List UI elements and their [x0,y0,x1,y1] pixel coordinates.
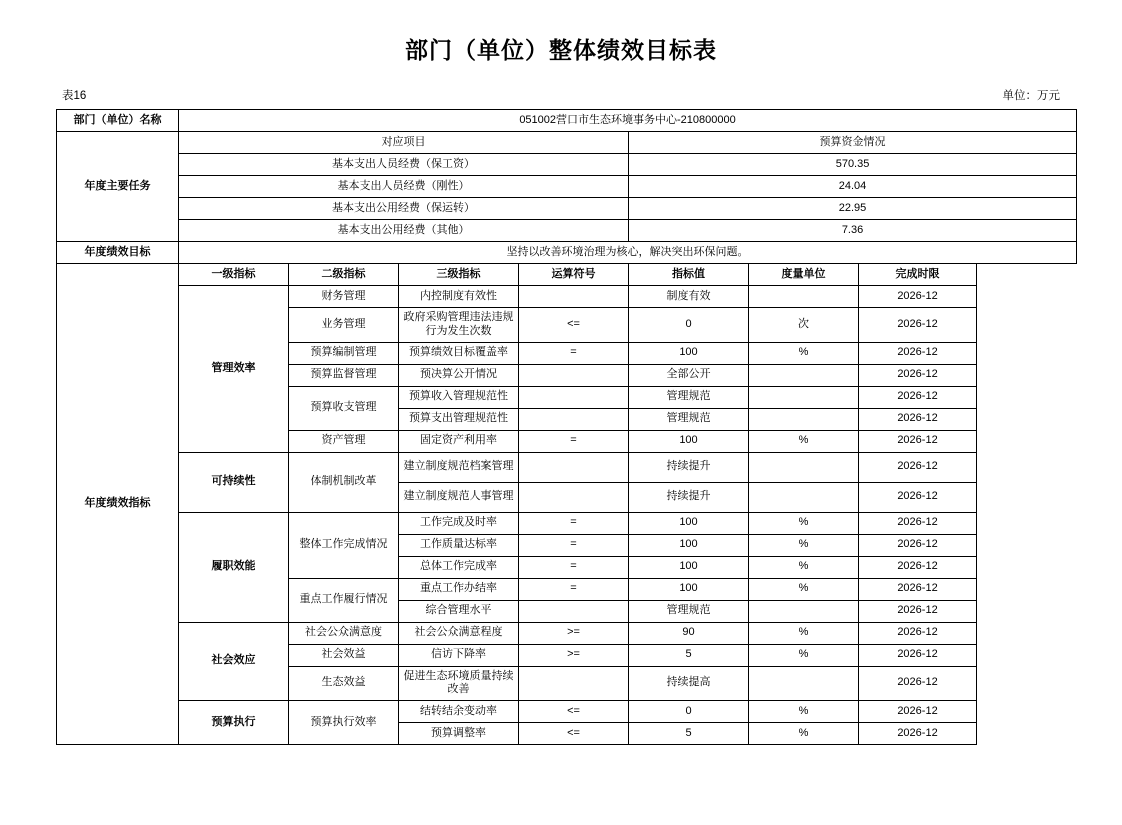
indicator-value: 管理规范 [629,408,749,430]
indicator-unit [749,408,859,430]
indicator-level1: 管理效率 [179,286,289,453]
indicator-level1: 预算执行 [179,701,289,745]
dept-name-label: 部门（单位）名称 [57,110,179,132]
indicator-deadline: 2026-12 [859,408,977,430]
main-task-label: 年度主要任务 [57,132,179,242]
indicator-unit: % [749,534,859,556]
indicator-operator [519,386,629,408]
task-amount: 22.95 [629,198,1077,220]
indicator-unit: % [749,430,859,452]
task-name: 基本支出人员经费（刚性） [179,176,629,198]
indicator-value: 5 [629,723,749,745]
indicator-value: 持续提高 [629,666,749,701]
indicator-unit: % [749,512,859,534]
indicator-level2: 社会效益 [289,644,399,666]
indicator-deadline: 2026-12 [859,342,977,364]
indicator-unit [749,364,859,386]
page-title: 部门（单位）整体绩效目标表 [405,38,717,64]
indicator-level2: 整体工作完成情况 [289,512,399,578]
indicator-unit [749,666,859,701]
indicator-level3: 预算支出管理规范性 [399,408,519,430]
dept-name-value: 051002营口市生态环境事务中心-210800000 [179,110,1077,132]
task-name: 基本支出公用经费（保运转） [179,198,629,220]
indicator-value: 制度有效 [629,286,749,308]
indicator-level2: 预算执行效率 [289,701,399,745]
indicator-deadline: 2026-12 [859,452,977,482]
indicator-deadline: 2026-12 [859,534,977,556]
performance-target-table [56,109,1077,745]
table-row [57,701,1077,723]
indicator-header: 度量单位 [749,264,859,286]
indicator-level3: 结转结余变动率 [399,701,519,723]
indicator-deadline: 2026-12 [859,644,977,666]
indicator-deadline: 2026-12 [859,386,977,408]
indicator-section-label: 年度绩效指标 [57,264,179,745]
task-name: 基本支出人员经费（保工资） [179,154,629,176]
indicator-value: 0 [629,701,749,723]
indicator-deadline: 2026-12 [859,308,977,343]
indicator-operator: >= [519,644,629,666]
indicator-header: 完成时限 [859,264,977,286]
indicator-operator: <= [519,308,629,343]
indicator-value: 100 [629,342,749,364]
indicator-deadline: 2026-12 [859,578,977,600]
task-amount: 570.35 [629,154,1077,176]
unit-note: 单位：万元 [1002,90,1060,102]
indicator-unit [749,386,859,408]
table-row [57,452,1077,482]
indicator-value: 100 [629,578,749,600]
indicator-level3: 综合管理水平 [399,600,519,622]
indicator-level2: 预算收支管理 [289,386,399,430]
indicator-header: 二级指标 [289,264,399,286]
indicator-deadline: 2026-12 [859,512,977,534]
indicator-unit: % [749,622,859,644]
task-header-right: 预算资金情况 [629,132,1077,154]
indicator-level3: 建立制度规范人事管理 [399,482,519,512]
indicator-level2: 业务管理 [289,308,399,343]
indicator-level1: 可持续性 [179,452,289,512]
indicator-header: 指标值 [629,264,749,286]
indicator-operator: = [519,534,629,556]
indicator-level2: 预算监督管理 [289,364,399,386]
indicator-unit: % [749,644,859,666]
indicator-unit [749,600,859,622]
indicator-deadline: 2026-12 [859,600,977,622]
indicator-value: 持续提升 [629,482,749,512]
indicator-level3: 预算绩效目标覆盖率 [399,342,519,364]
indicator-operator: = [519,342,629,364]
indicator-header: 一级指标 [179,264,289,286]
indicator-deadline: 2026-12 [859,482,977,512]
table-row [57,622,1077,644]
indicator-operator: = [519,578,629,600]
indicator-deadline: 2026-12 [859,430,977,452]
indicator-operator [519,666,629,701]
indicator-operator [519,482,629,512]
indicator-deadline: 2026-12 [859,286,977,308]
indicator-level2: 社会公众满意度 [289,622,399,644]
indicator-value: 100 [629,534,749,556]
table-row [57,220,1077,242]
indicator-header: 运算符号 [519,264,629,286]
indicator-level3: 工作完成及时率 [399,512,519,534]
indicator-value: 管理规范 [629,386,749,408]
indicator-level3: 社会公众满意程度 [399,622,519,644]
indicator-value: 90 [629,622,749,644]
annual-goal-label: 年度绩效目标 [57,242,179,264]
indicator-unit: 次 [749,308,859,343]
table-row [57,176,1077,198]
indicator-value: 5 [629,644,749,666]
indicator-level3: 内控制度有效性 [399,286,519,308]
table-row [57,132,1077,154]
indicator-deadline: 2026-12 [859,666,977,701]
indicator-operator: <= [519,701,629,723]
indicator-level2: 资产管理 [289,430,399,452]
table-row [57,512,1077,534]
indicator-value: 管理规范 [629,600,749,622]
indicator-level1: 社会效应 [179,622,289,701]
indicator-deadline: 2026-12 [859,364,977,386]
indicator-value: 0 [629,308,749,343]
task-amount: 7.36 [629,220,1077,242]
indicator-level3: 工作质量达标率 [399,534,519,556]
indicator-level3: 固定资产利用率 [399,430,519,452]
indicator-level3: 预算调整率 [399,723,519,745]
indicator-deadline: 2026-12 [859,622,977,644]
annual-goal-value: 坚持以改善环境治理为核心，解决突出环保问题。 [179,242,1077,264]
indicator-level2: 财务管理 [289,286,399,308]
indicator-header: 三级指标 [399,264,519,286]
indicator-operator: = [519,512,629,534]
task-name: 基本支出公用经费（其他） [179,220,629,242]
table-row [57,242,1077,264]
indicator-unit: % [749,701,859,723]
indicator-unit: % [749,342,859,364]
indicator-level3: 预决算公开情况 [399,364,519,386]
indicator-level2: 生态效益 [289,666,399,701]
indicator-operator [519,286,629,308]
indicator-level3: 预算收入管理规范性 [399,386,519,408]
indicator-level2: 预算编制管理 [289,342,399,364]
indicator-level2: 体制机制改革 [289,452,399,512]
table-row [57,286,1077,308]
indicator-unit [749,286,859,308]
indicator-deadline: 2026-12 [859,556,977,578]
indicator-level3: 促进生态环境质量持续改善 [399,666,519,701]
table-row [57,154,1077,176]
indicator-value: 持续提升 [629,452,749,482]
indicator-level3: 重点工作办结率 [399,578,519,600]
indicator-operator: = [519,430,629,452]
indicator-level1: 履职效能 [179,512,289,622]
table-row [57,110,1077,132]
indicator-level3: 建立制度规范档案管理 [399,452,519,482]
indicator-unit: % [749,723,859,745]
table-row [57,264,1077,286]
indicator-value: 全部公开 [629,364,749,386]
indicator-operator [519,600,629,622]
table-number: 表16 [62,90,87,102]
indicator-value: 100 [629,430,749,452]
indicator-operator: <= [519,723,629,745]
indicator-unit: % [749,556,859,578]
indicator-operator: = [519,556,629,578]
indicator-level3: 总体工作完成率 [399,556,519,578]
indicator-operator [519,364,629,386]
indicator-unit [749,482,859,512]
document-page [0,32,1122,825]
task-amount: 24.04 [629,176,1077,198]
indicator-level3: 政府采购管理违法违规行为发生次数 [399,308,519,343]
indicator-deadline: 2026-12 [859,723,977,745]
indicator-unit: % [749,578,859,600]
indicator-unit [749,452,859,482]
indicator-operator [519,408,629,430]
indicator-value: 100 [629,512,749,534]
task-header-left: 对应项目 [179,132,629,154]
indicator-level3: 信访下降率 [399,644,519,666]
indicator-operator: >= [519,622,629,644]
indicator-value: 100 [629,556,749,578]
table-row [57,198,1077,220]
indicator-operator [519,452,629,482]
indicator-level2: 重点工作履行情况 [289,578,399,622]
subheader [56,87,1066,103]
indicator-deadline: 2026-12 [859,701,977,723]
